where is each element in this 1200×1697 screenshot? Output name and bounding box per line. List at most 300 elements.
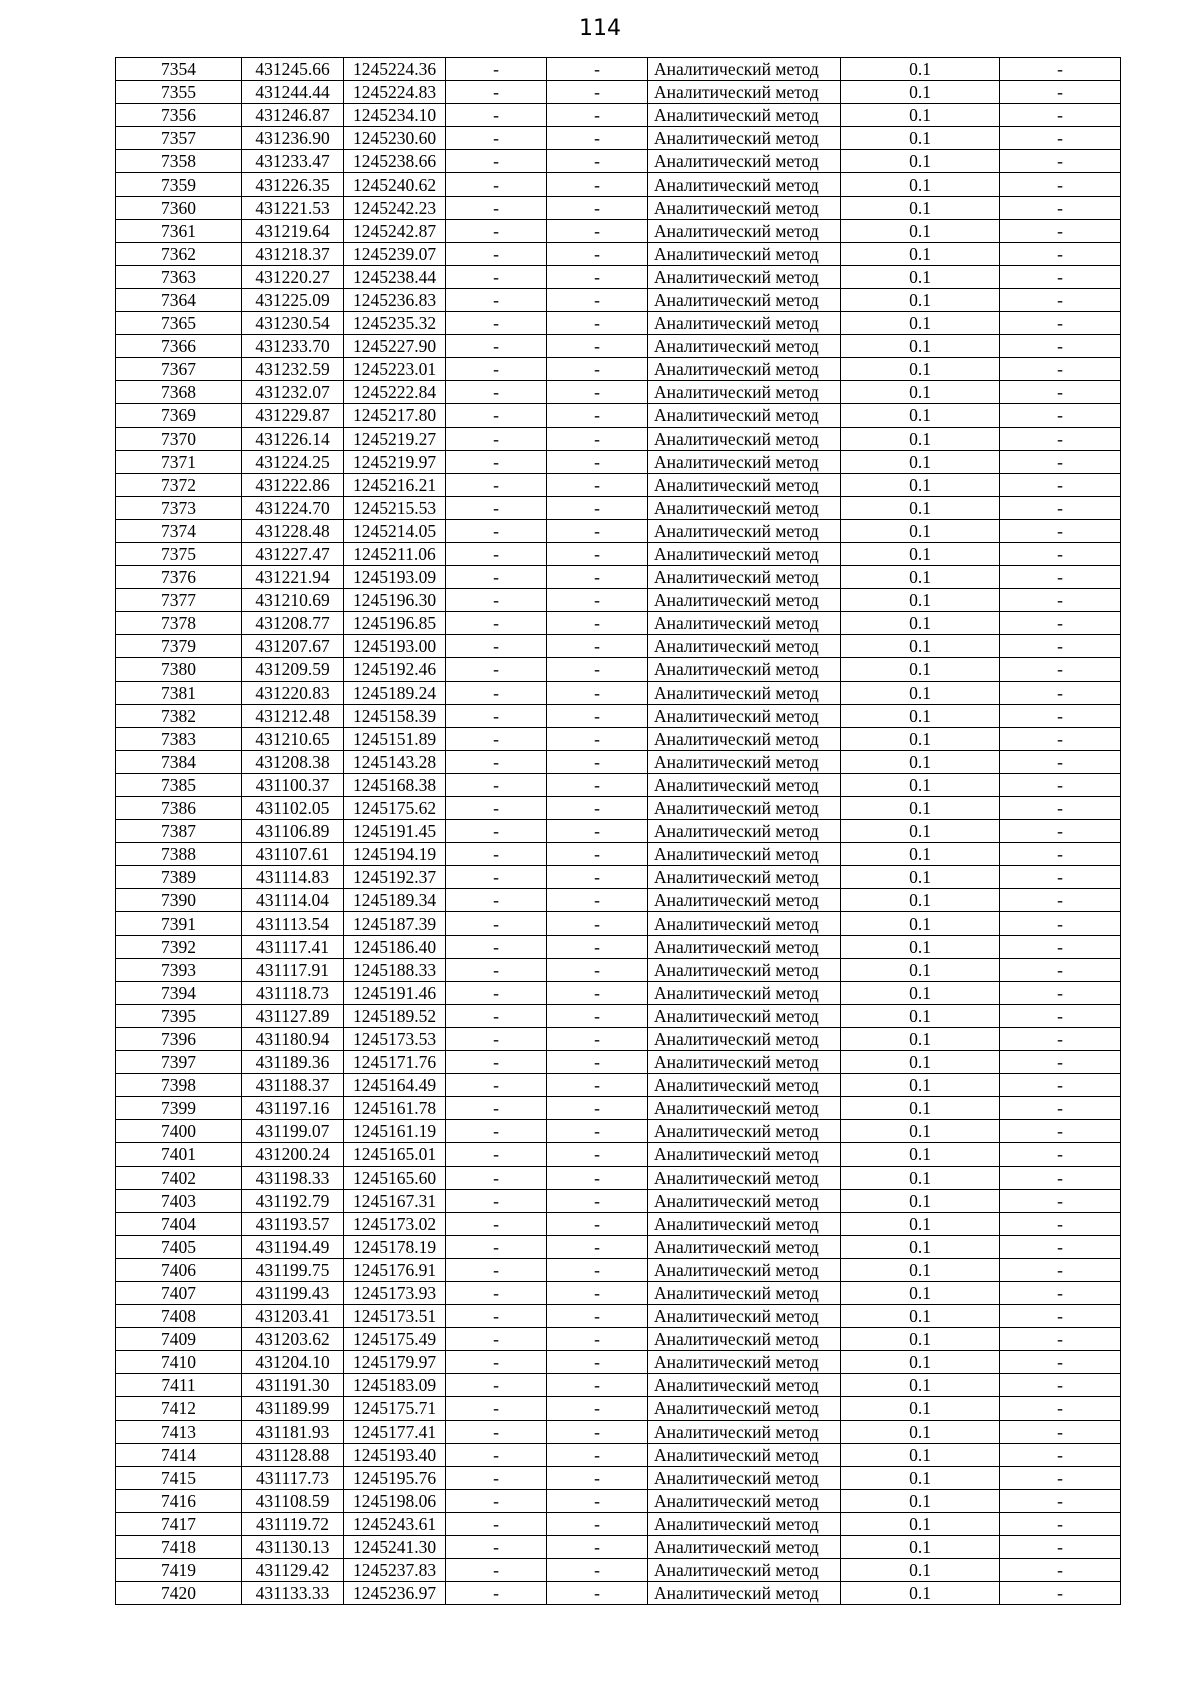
y-coordinate-cell: 1245164.49 (344, 1074, 446, 1097)
x-coordinate-cell: 431221.53 (242, 196, 344, 219)
empty-cell-dash: - (446, 104, 547, 127)
point-number-cell: 7388 (116, 843, 242, 866)
method-cell: Аналитический метод (648, 1397, 841, 1420)
method-cell: Аналитический метод (648, 265, 841, 288)
method-cell: Аналитический метод (648, 1351, 841, 1374)
empty-cell-dash: - (547, 219, 648, 242)
empty-cell-dash: - (547, 704, 648, 727)
table-row (116, 519, 1121, 542)
empty-cell-dash: - (446, 1004, 547, 1027)
precision-cell: 0.1 (841, 542, 1000, 565)
point-number-cell: 7386 (116, 797, 242, 820)
precision-cell: 0.1 (841, 1143, 1000, 1166)
precision-cell: 0.1 (841, 288, 1000, 311)
empty-cell-dash: - (547, 566, 648, 589)
empty-cell-dash: - (446, 358, 547, 381)
empty-cell-dash: - (547, 104, 648, 127)
precision-cell: 0.1 (841, 635, 1000, 658)
empty-cell-dash: - (1000, 450, 1121, 473)
table-row (116, 843, 1121, 866)
method-cell: Аналитический метод (648, 1074, 841, 1097)
empty-cell-dash: - (1000, 196, 1121, 219)
x-coordinate-cell: 431198.33 (242, 1166, 344, 1189)
y-coordinate-cell: 1245158.39 (344, 704, 446, 727)
point-number-cell: 7416 (116, 1489, 242, 1512)
precision-cell: 0.1 (841, 81, 1000, 104)
point-number-cell: 7354 (116, 58, 242, 81)
point-number-cell: 7360 (116, 196, 242, 219)
y-coordinate-cell: 1245219.97 (344, 450, 446, 473)
table-row (116, 912, 1121, 935)
point-number-cell: 7375 (116, 542, 242, 565)
table-row (116, 704, 1121, 727)
method-cell: Аналитический метод (648, 1466, 841, 1489)
table-row (116, 612, 1121, 635)
method-cell: Аналитический метод (648, 335, 841, 358)
x-coordinate-cell: 431114.83 (242, 866, 344, 889)
empty-cell-dash: - (547, 1420, 648, 1443)
empty-cell-dash: - (1000, 912, 1121, 935)
method-cell: Аналитический метод (648, 1166, 841, 1189)
method-cell: Аналитический метод (648, 1027, 841, 1050)
x-coordinate-cell: 431114.04 (242, 889, 344, 912)
x-coordinate-cell: 431222.86 (242, 473, 344, 496)
method-cell: Аналитический метод (648, 1305, 841, 1328)
y-coordinate-cell: 1245238.66 (344, 150, 446, 173)
empty-cell-dash: - (446, 1420, 547, 1443)
precision-cell: 0.1 (841, 889, 1000, 912)
y-coordinate-cell: 1245161.78 (344, 1097, 446, 1120)
empty-cell-dash: - (1000, 104, 1121, 127)
empty-cell-dash: - (446, 519, 547, 542)
y-coordinate-cell: 1245217.80 (344, 404, 446, 427)
method-cell: Аналитический метод (648, 1374, 841, 1397)
point-number-cell: 7407 (116, 1281, 242, 1304)
table-row (116, 450, 1121, 473)
empty-cell-dash: - (446, 612, 547, 635)
x-coordinate-cell: 431218.37 (242, 242, 344, 265)
y-coordinate-cell: 1245143.28 (344, 750, 446, 773)
empty-cell-dash: - (1000, 1328, 1121, 1351)
empty-cell-dash: - (547, 1166, 648, 1189)
method-cell: Аналитический метод (648, 1489, 841, 1512)
empty-cell-dash: - (1000, 843, 1121, 866)
x-coordinate-cell: 431199.07 (242, 1120, 344, 1143)
empty-cell-dash: - (547, 196, 648, 219)
empty-cell-dash: - (1000, 219, 1121, 242)
precision-cell: 0.1 (841, 1559, 1000, 1582)
empty-cell-dash: - (547, 450, 648, 473)
empty-cell-dash: - (547, 635, 648, 658)
empty-cell-dash: - (446, 658, 547, 681)
empty-cell-dash: - (446, 1374, 547, 1397)
x-coordinate-cell: 431210.69 (242, 589, 344, 612)
table-body (116, 58, 1121, 1605)
x-coordinate-cell: 431236.90 (242, 127, 344, 150)
x-coordinate-cell: 431108.59 (242, 1489, 344, 1512)
method-cell: Аналитический метод (648, 566, 841, 589)
empty-cell-dash: - (1000, 242, 1121, 265)
empty-cell-dash: - (446, 404, 547, 427)
x-coordinate-cell: 431208.77 (242, 612, 344, 635)
table-row (116, 1166, 1121, 1189)
x-coordinate-cell: 431221.94 (242, 566, 344, 589)
empty-cell-dash: - (1000, 150, 1121, 173)
precision-cell: 0.1 (841, 1004, 1000, 1027)
x-coordinate-cell: 431244.44 (242, 81, 344, 104)
empty-cell-dash: - (547, 1212, 648, 1235)
table-row (116, 335, 1121, 358)
y-coordinate-cell: 1245211.06 (344, 542, 446, 565)
empty-cell-dash: - (547, 58, 648, 81)
table-row (116, 473, 1121, 496)
empty-cell-dash: - (547, 1074, 648, 1097)
empty-cell-dash: - (547, 1189, 648, 1212)
empty-cell-dash: - (446, 1212, 547, 1235)
y-coordinate-cell: 1245173.02 (344, 1212, 446, 1235)
table-row (116, 866, 1121, 889)
empty-cell-dash: - (446, 173, 547, 196)
empty-cell-dash: - (1000, 589, 1121, 612)
point-number-cell: 7383 (116, 727, 242, 750)
empty-cell-dash: - (547, 473, 648, 496)
method-cell: Аналитический метод (648, 519, 841, 542)
y-coordinate-cell: 1245165.01 (344, 1143, 446, 1166)
method-cell: Аналитический метод (648, 81, 841, 104)
x-coordinate-cell: 431212.48 (242, 704, 344, 727)
table-row (116, 750, 1121, 773)
point-number-cell: 7398 (116, 1074, 242, 1097)
y-coordinate-cell: 1245187.39 (344, 912, 446, 935)
point-number-cell: 7409 (116, 1328, 242, 1351)
table-row (116, 1097, 1121, 1120)
point-number-cell: 7379 (116, 635, 242, 658)
precision-cell: 0.1 (841, 450, 1000, 473)
y-coordinate-cell: 1245191.46 (344, 981, 446, 1004)
x-coordinate-cell: 431230.54 (242, 312, 344, 335)
precision-cell: 0.1 (841, 1466, 1000, 1489)
y-coordinate-cell: 1245222.84 (344, 381, 446, 404)
x-coordinate-cell: 431227.47 (242, 542, 344, 565)
empty-cell-dash: - (1000, 866, 1121, 889)
point-number-cell: 7393 (116, 958, 242, 981)
empty-cell-dash: - (1000, 335, 1121, 358)
empty-cell-dash: - (547, 797, 648, 820)
x-coordinate-cell: 431224.25 (242, 450, 344, 473)
y-coordinate-cell: 1245224.83 (344, 81, 446, 104)
empty-cell-dash: - (547, 1235, 648, 1258)
precision-cell: 0.1 (841, 704, 1000, 727)
precision-cell: 0.1 (841, 150, 1000, 173)
y-coordinate-cell: 1245168.38 (344, 773, 446, 796)
table-row (116, 1374, 1121, 1397)
empty-cell-dash: - (1000, 1051, 1121, 1074)
empty-cell-dash: - (1000, 1258, 1121, 1281)
table-row (116, 1420, 1121, 1443)
empty-cell-dash: - (446, 935, 547, 958)
precision-cell: 0.1 (841, 1443, 1000, 1466)
empty-cell-dash: - (446, 196, 547, 219)
method-cell: Аналитический метод (648, 404, 841, 427)
method-cell: Аналитический метод (648, 612, 841, 635)
method-cell: Аналитический метод (648, 358, 841, 381)
table-row (116, 381, 1121, 404)
method-cell: Аналитический метод (648, 1536, 841, 1559)
x-coordinate-cell: 431228.48 (242, 519, 344, 542)
table-row (116, 1582, 1121, 1605)
table-row (116, 288, 1121, 311)
method-cell: Аналитический метод (648, 843, 841, 866)
y-coordinate-cell: 1245234.10 (344, 104, 446, 127)
precision-cell: 0.1 (841, 727, 1000, 750)
empty-cell-dash: - (1000, 773, 1121, 796)
point-number-cell: 7412 (116, 1397, 242, 1420)
point-number-cell: 7415 (116, 1466, 242, 1489)
empty-cell-dash: - (547, 519, 648, 542)
precision-cell: 0.1 (841, 358, 1000, 381)
empty-cell-dash: - (1000, 889, 1121, 912)
empty-cell-dash: - (1000, 1559, 1121, 1582)
table-row (116, 773, 1121, 796)
precision-cell: 0.1 (841, 196, 1000, 219)
method-cell: Аналитический метод (648, 935, 841, 958)
point-number-cell: 7391 (116, 912, 242, 935)
x-coordinate-cell: 431129.42 (242, 1559, 344, 1582)
x-coordinate-cell: 431220.27 (242, 265, 344, 288)
x-coordinate-cell: 431118.73 (242, 981, 344, 1004)
empty-cell-dash: - (446, 1166, 547, 1189)
point-number-cell: 7378 (116, 612, 242, 635)
y-coordinate-cell: 1245175.49 (344, 1328, 446, 1351)
empty-cell-dash: - (446, 889, 547, 912)
table-row (116, 173, 1121, 196)
x-coordinate-cell: 431130.13 (242, 1536, 344, 1559)
y-coordinate-cell: 1245192.37 (344, 866, 446, 889)
empty-cell-dash: - (1000, 1512, 1121, 1535)
y-coordinate-cell: 1245236.83 (344, 288, 446, 311)
y-coordinate-cell: 1245161.19 (344, 1120, 446, 1143)
x-coordinate-cell: 431192.79 (242, 1189, 344, 1212)
point-number-cell: 7405 (116, 1235, 242, 1258)
x-coordinate-cell: 431188.37 (242, 1074, 344, 1097)
empty-cell-dash: - (446, 1258, 547, 1281)
empty-cell-dash: - (1000, 681, 1121, 704)
y-coordinate-cell: 1245196.85 (344, 612, 446, 635)
point-number-cell: 7373 (116, 496, 242, 519)
empty-cell-dash: - (547, 1443, 648, 1466)
y-coordinate-cell: 1245175.62 (344, 797, 446, 820)
method-cell: Аналитический метод (648, 681, 841, 704)
method-cell: Аналитический метод (648, 704, 841, 727)
method-cell: Аналитический метод (648, 635, 841, 658)
table-row (116, 1189, 1121, 1212)
x-coordinate-cell: 431203.41 (242, 1305, 344, 1328)
coordinates-table (115, 57, 1121, 1605)
empty-cell-dash: - (446, 81, 547, 104)
table-row (116, 681, 1121, 704)
precision-cell: 0.1 (841, 242, 1000, 265)
empty-cell-dash: - (1000, 1305, 1121, 1328)
empty-cell-dash: - (1000, 1189, 1121, 1212)
empty-cell-dash: - (446, 150, 547, 173)
method-cell: Аналитический метод (648, 866, 841, 889)
y-coordinate-cell: 1245173.93 (344, 1281, 446, 1304)
empty-cell-dash: - (446, 427, 547, 450)
empty-cell-dash: - (446, 542, 547, 565)
point-number-cell: 7419 (116, 1559, 242, 1582)
empty-cell-dash: - (446, 381, 547, 404)
y-coordinate-cell: 1245173.51 (344, 1305, 446, 1328)
empty-cell-dash: - (446, 704, 547, 727)
x-coordinate-cell: 431133.33 (242, 1582, 344, 1605)
y-coordinate-cell: 1245176.91 (344, 1258, 446, 1281)
point-number-cell: 7404 (116, 1212, 242, 1235)
empty-cell-dash: - (547, 1258, 648, 1281)
x-coordinate-cell: 431180.94 (242, 1027, 344, 1050)
table-row (116, 542, 1121, 565)
empty-cell-dash: - (1000, 1120, 1121, 1143)
x-coordinate-cell: 431207.67 (242, 635, 344, 658)
empty-cell-dash: - (1000, 1443, 1121, 1466)
x-coordinate-cell: 431229.87 (242, 404, 344, 427)
empty-cell-dash: - (547, 312, 648, 335)
empty-cell-dash: - (446, 1051, 547, 1074)
empty-cell-dash: - (547, 81, 648, 104)
empty-cell-dash: - (1000, 1281, 1121, 1304)
empty-cell-dash: - (547, 1466, 648, 1489)
x-coordinate-cell: 431226.35 (242, 173, 344, 196)
y-coordinate-cell: 1245189.52 (344, 1004, 446, 1027)
empty-cell-dash: - (547, 358, 648, 381)
precision-cell: 0.1 (841, 866, 1000, 889)
table-row (116, 1051, 1121, 1074)
precision-cell: 0.1 (841, 335, 1000, 358)
empty-cell-dash: - (547, 866, 648, 889)
point-number-cell: 7368 (116, 381, 242, 404)
precision-cell: 0.1 (841, 1281, 1000, 1304)
empty-cell-dash: - (1000, 658, 1121, 681)
x-coordinate-cell: 431208.38 (242, 750, 344, 773)
x-coordinate-cell: 431189.36 (242, 1051, 344, 1074)
precision-cell: 0.1 (841, 127, 1000, 150)
empty-cell-dash: - (1000, 404, 1121, 427)
x-coordinate-cell: 431117.41 (242, 935, 344, 958)
point-number-cell: 7372 (116, 473, 242, 496)
method-cell: Аналитический метод (648, 1281, 841, 1304)
table-row (116, 1074, 1121, 1097)
empty-cell-dash: - (1000, 704, 1121, 727)
empty-cell-dash: - (1000, 1582, 1121, 1605)
method-cell: Аналитический метод (648, 1212, 841, 1235)
page-number: 114 (579, 16, 621, 41)
y-coordinate-cell: 1245198.06 (344, 1489, 446, 1512)
empty-cell-dash: - (547, 1397, 648, 1420)
empty-cell-dash: - (446, 820, 547, 843)
empty-cell-dash: - (446, 1351, 547, 1374)
empty-cell-dash: - (547, 1536, 648, 1559)
y-coordinate-cell: 1245240.62 (344, 173, 446, 196)
empty-cell-dash: - (1000, 1536, 1121, 1559)
empty-cell-dash: - (547, 1027, 648, 1050)
empty-cell-dash: - (446, 1397, 547, 1420)
empty-cell-dash: - (446, 958, 547, 981)
table-row (116, 219, 1121, 242)
method-cell: Аналитический метод (648, 1235, 841, 1258)
empty-cell-dash: - (547, 727, 648, 750)
precision-cell: 0.1 (841, 1305, 1000, 1328)
table-row (116, 1258, 1121, 1281)
precision-cell: 0.1 (841, 1512, 1000, 1535)
precision-cell: 0.1 (841, 1166, 1000, 1189)
x-coordinate-cell: 431203.62 (242, 1328, 344, 1351)
empty-cell-dash: - (547, 1097, 648, 1120)
precision-cell: 0.1 (841, 519, 1000, 542)
precision-cell: 0.1 (841, 427, 1000, 450)
table-row (116, 1212, 1121, 1235)
x-coordinate-cell: 431200.24 (242, 1143, 344, 1166)
empty-cell-dash: - (1000, 1004, 1121, 1027)
method-cell: Аналитический метод (648, 958, 841, 981)
point-number-cell: 7355 (116, 81, 242, 104)
empty-cell-dash: - (1000, 1212, 1121, 1235)
precision-cell: 0.1 (841, 566, 1000, 589)
empty-cell-dash: - (446, 312, 547, 335)
point-number-cell: 7399 (116, 1097, 242, 1120)
y-coordinate-cell: 1245238.44 (344, 265, 446, 288)
point-number-cell: 7380 (116, 658, 242, 681)
empty-cell-dash: - (1000, 381, 1121, 404)
empty-cell-dash: - (446, 981, 547, 1004)
y-coordinate-cell: 1245195.76 (344, 1466, 446, 1489)
empty-cell-dash: - (547, 1351, 648, 1374)
point-number-cell: 7385 (116, 773, 242, 796)
table-row (116, 658, 1121, 681)
y-coordinate-cell: 1245227.90 (344, 335, 446, 358)
empty-cell-dash: - (1000, 1235, 1121, 1258)
precision-cell: 0.1 (841, 1374, 1000, 1397)
point-number-cell: 7410 (116, 1351, 242, 1374)
table-row (116, 265, 1121, 288)
y-coordinate-cell: 1245230.60 (344, 127, 446, 150)
y-coordinate-cell: 1245175.71 (344, 1397, 446, 1420)
precision-cell: 0.1 (841, 658, 1000, 681)
empty-cell-dash: - (1000, 1074, 1121, 1097)
x-coordinate-cell: 431100.37 (242, 773, 344, 796)
empty-cell-dash: - (446, 1143, 547, 1166)
empty-cell-dash: - (1000, 750, 1121, 773)
empty-cell-dash: - (547, 681, 648, 704)
point-number-cell: 7382 (116, 704, 242, 727)
empty-cell-dash: - (547, 1143, 648, 1166)
empty-cell-dash: - (446, 681, 547, 704)
point-number-cell: 7384 (116, 750, 242, 773)
y-coordinate-cell: 1245235.32 (344, 312, 446, 335)
point-number-cell: 7361 (116, 219, 242, 242)
table-row (116, 150, 1121, 173)
point-number-cell: 7406 (116, 1258, 242, 1281)
method-cell: Аналитический метод (648, 381, 841, 404)
empty-cell-dash: - (446, 127, 547, 150)
y-coordinate-cell: 1245193.40 (344, 1443, 446, 1466)
table-row (116, 1027, 1121, 1050)
y-coordinate-cell: 1245224.36 (344, 58, 446, 81)
point-number-cell: 7381 (116, 681, 242, 704)
point-number-cell: 7417 (116, 1512, 242, 1535)
table-row (116, 496, 1121, 519)
precision-cell: 0.1 (841, 773, 1000, 796)
point-number-cell: 7365 (116, 312, 242, 335)
precision-cell: 0.1 (841, 1351, 1000, 1374)
